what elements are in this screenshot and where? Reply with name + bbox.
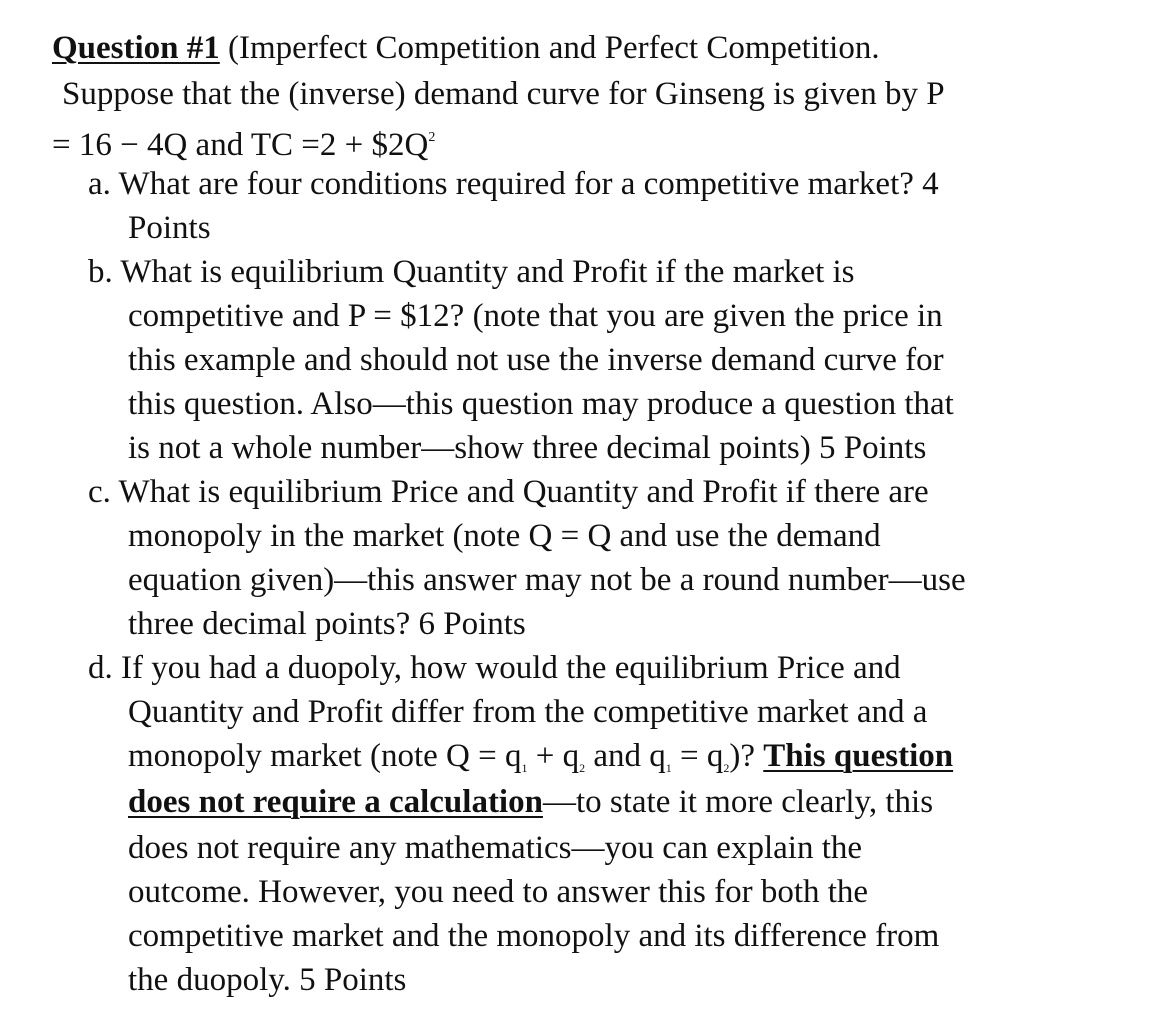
part-a-line-2: Points — [128, 210, 211, 246]
part-d-line-2: Quantity and Profit differ from the competitive market and a — [128, 694, 928, 730]
part-c-line-2: monopoly in the market (note Q = Q and use the demand — [128, 518, 881, 554]
intro-line-2: Suppose that the (inverse) demand curve for Ginseng is given by P — [62, 76, 945, 112]
part-d-text-segment: monopoly market (note Q = q — [128, 738, 522, 774]
subscript-1: 1 — [521, 761, 528, 775]
part-d-line-7: competitive market and the monopoly and its difference from — [128, 918, 940, 954]
part-b-line-4: this question. Also—this question may produce a question that — [128, 386, 954, 422]
part-d-line-8: the duopoly. 5 Points — [128, 962, 407, 998]
part-a-line-1: a. What are four conditions required for a competitive market? 4 — [88, 166, 939, 202]
part-d-line-6: outcome. However, you need to answer this for both the — [128, 874, 869, 910]
part-d-text-segment: = q — [671, 738, 724, 774]
part-d-text-segment: and q — [585, 738, 666, 774]
part-c-line-3: equation given)—this answer may not be a round number—use — [128, 562, 966, 598]
subscript-2: 2 — [723, 761, 730, 775]
part-d-text-segment: + q — [527, 738, 580, 774]
emphasis-text: This question — [763, 738, 954, 774]
emphasis-text: does not require a calculation — [128, 784, 543, 820]
part-d-text-segment: —to state it more clearly, this — [542, 784, 934, 820]
intro-line-3 — [52, 116, 435, 167]
question-topic: (Imperfect Competition and Perfect Competition. — [219, 30, 880, 66]
part-c-line-4: three decimal points? 6 Points — [128, 606, 526, 642]
question-number: Question #1 — [52, 30, 220, 66]
part-d-line-4 — [128, 780, 933, 824]
exponent: 2 — [428, 130, 436, 145]
demand-equation: = 16 − 4Q and TC =2 + $2Q — [52, 127, 429, 163]
part-b-line-1: b. What is equilibrium Quantity and Profit if the market is — [88, 254, 855, 290]
part-d-line-1: d. If you had a duopoly, how would the equilibrium Price and — [88, 650, 901, 686]
subscript-2: 2 — [579, 761, 586, 775]
part-d-text-segment: )? — [729, 738, 764, 774]
part-b-line-3: this example and should not use the inverse demand curve for — [128, 342, 944, 378]
part-b-line-2: competitive and P = $12? (note that you are given the price in — [128, 298, 943, 334]
part-c-line-1: c. What is equilibrium Price and Quantity and Profit if there are — [88, 474, 929, 510]
subscript-1: 1 — [665, 761, 672, 775]
part-d-line-5: does not require any mathematics—you can explain the — [128, 830, 863, 866]
question-heading — [52, 26, 880, 70]
part-b-line-5: is not a whole number—show three decimal points) 5 Points — [128, 430, 927, 466]
